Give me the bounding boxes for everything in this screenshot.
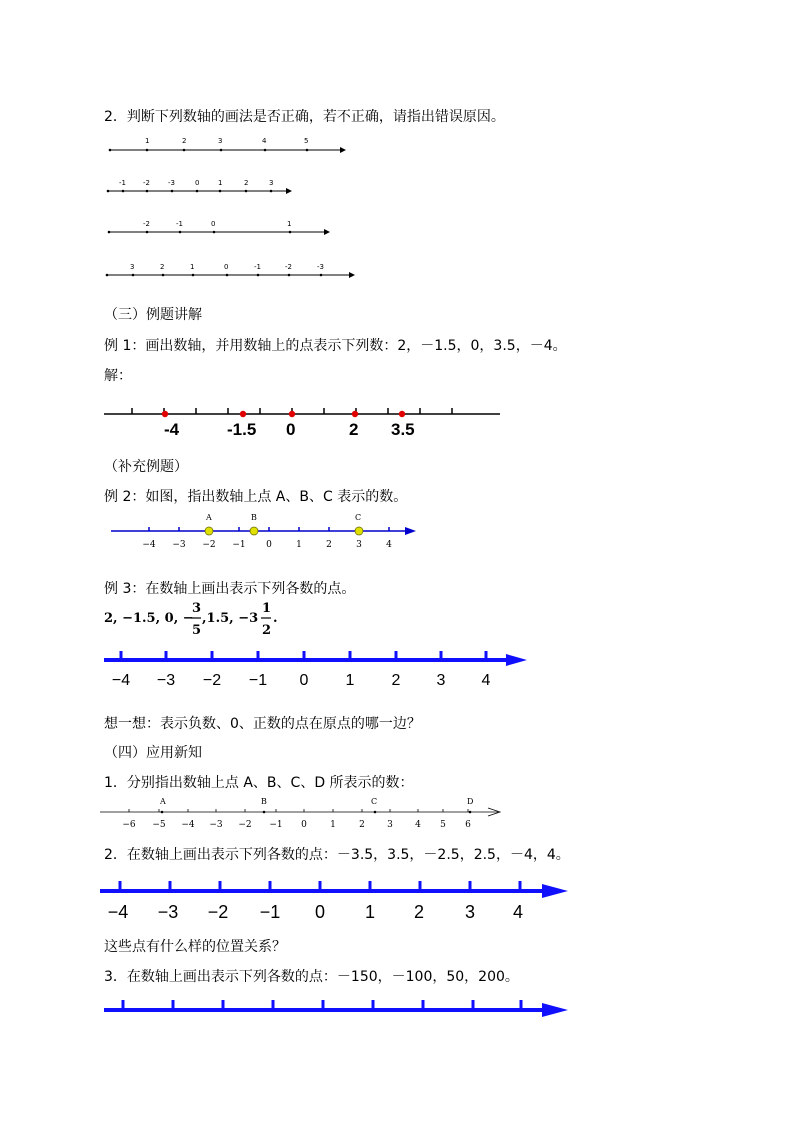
point-c-label: C (355, 513, 362, 522)
example-3-tick-label: 0 (299, 672, 309, 689)
section-3-heading: （三）例题讲解 (104, 307, 202, 323)
application-2-tick-label: 2 (413, 902, 425, 922)
example-2-number-line (105, 508, 425, 552)
application-1-text: 1．分别指出数轴上点 A、B、C、D 所表示的数： (104, 775, 414, 791)
application-1-number-line (98, 792, 508, 832)
example-1-label: 3.5 (391, 420, 415, 439)
application-2-tick-label: 4 (512, 902, 524, 922)
application-1-tick-label: −3 (209, 820, 223, 830)
point-a (205, 527, 213, 535)
judge-axis-2 (107, 179, 292, 194)
point-b (263, 811, 266, 814)
example-3-tick-label: 1 (345, 672, 355, 689)
application-3-number-line (102, 996, 572, 1022)
fraction-1-numerator: 3 (192, 601, 202, 616)
example-2-text: 例 2：如图，指出数轴上点 A、B、C 表示的数。 (104, 489, 408, 505)
point-b-label: B (251, 513, 257, 522)
point-b-label: B (261, 797, 267, 806)
judge-axis-1-label: 3 (218, 137, 223, 145)
judge-axis-2-label: 3 (269, 179, 274, 187)
fraction-1-denominator: 5 (192, 623, 202, 638)
judge-axis-4-label: 2 (160, 263, 165, 271)
example-3-tick-label: 2 (391, 672, 401, 689)
formula-part-1: 2, −1.5, 0, − (104, 611, 194, 626)
judge-axis-2-label: 1 (218, 179, 223, 187)
example-2-tick-label: −3 (172, 540, 186, 550)
example-3-text: 例 3：在数轴上画出表示下列各数的点。 (104, 581, 356, 597)
application-2-tick-label: 1 (364, 902, 376, 922)
judge-axis-1-label: 1 (145, 137, 150, 145)
point-a-label: A (206, 513, 212, 522)
relation-question: 这些点有什么样的位置关系？ (104, 939, 286, 955)
application-1-tick-label: −6 (122, 820, 136, 830)
example-1-label: 2 (349, 420, 359, 439)
application-2-tick-label: −2 (207, 902, 229, 922)
judge-axis-2-label: -2 (143, 179, 150, 187)
application-1-tick-label: −2 (238, 820, 252, 830)
application-2-tick-label: 0 (314, 902, 326, 922)
point-minus-1-5 (240, 411, 246, 417)
application-2-number-line (98, 876, 573, 926)
example-2-tick-label: 3 (356, 540, 362, 550)
point-c (355, 527, 363, 535)
judge-axis-3-label: 1 (287, 220, 292, 228)
point-c (374, 811, 377, 814)
example-2-tick-label: −4 (142, 540, 156, 550)
application-2-tick-label: 3 (464, 902, 476, 922)
example-3-number-line (102, 645, 532, 691)
point-0 (289, 411, 295, 417)
example-1-solution-label: 解： (104, 368, 132, 384)
example-3-tick-label: −2 (202, 672, 222, 689)
point-3-5 (399, 411, 405, 417)
application-1-tick-label: 1 (330, 820, 336, 830)
supplement-heading: （补充例题） (104, 459, 188, 475)
example-1-text: 例 1：画出数轴，并用数轴上的点表示下列数：2，－1.5，0，3.5，－4。 (104, 338, 567, 354)
example-2-tick-label: 4 (386, 540, 392, 550)
judge-axis-1-label: 4 (262, 137, 267, 145)
judge-axis-3 (108, 220, 330, 235)
point-minus-4 (162, 411, 168, 417)
example-1-label: -1.5 (227, 420, 257, 439)
judge-axis-4-label: -3 (317, 263, 324, 271)
fraction-2-denominator: 2 (262, 623, 272, 638)
example-1-number-line (100, 400, 500, 440)
point-c-label: C (371, 797, 378, 806)
example-2-tick-label: 0 (266, 540, 272, 550)
formula-part-2: ,1.5, −3 (202, 611, 259, 626)
example-3-formula (102, 596, 302, 640)
judge-axis-1-label: 2 (182, 137, 187, 145)
application-3-text: 3．在数轴上画出表示下列各数的点：－150，－100，50，200。 (104, 969, 519, 985)
example-2-tick-label: −2 (202, 540, 216, 550)
example-3-tick-label: −4 (111, 672, 131, 689)
point-a (161, 811, 164, 814)
judge-axis-4 (106, 263, 355, 278)
application-2-tick-label: −3 (157, 902, 179, 922)
example-2-tick-label: 2 (326, 540, 332, 550)
judge-axis-3-label: -1 (176, 220, 183, 228)
judge-axis-4-label: -2 (285, 263, 292, 271)
judge-axis-2-label: -1 (119, 179, 126, 187)
example-1-label: -4 (164, 420, 180, 439)
judge-axes-figure (100, 132, 370, 287)
judge-axis-1-label: 5 (304, 137, 309, 145)
point-2 (352, 411, 358, 417)
application-2-tick-label: −1 (259, 902, 281, 922)
application-1-tick-label: 6 (465, 820, 471, 830)
application-1-tick-label: 3 (387, 820, 393, 830)
point-d-label: D (467, 797, 474, 806)
judge-axis-3-label: -2 (143, 220, 150, 228)
judge-axis-4-label: 3 (130, 263, 135, 271)
application-1-tick-label: 4 (415, 820, 421, 830)
judge-axis-2-label: -3 (168, 179, 175, 187)
judge-axis-3-label: 0 (211, 220, 216, 228)
application-1-tick-label: −5 (152, 820, 166, 830)
section-4-heading: （四）应用新知 (104, 745, 202, 761)
point-b (250, 527, 258, 535)
judge-axis-2-label: 2 (244, 179, 249, 187)
application-1-tick-label: 5 (440, 820, 446, 830)
judge-axis-1 (109, 137, 346, 153)
application-1-tick-label: −4 (181, 820, 195, 830)
point-a-label: A (160, 797, 166, 806)
application-1-tick-label: 2 (359, 820, 365, 830)
application-2-text: 2．在数轴上画出表示下列各数的点：－3.5，3.5，－2.5，2.5，－4，4。 (104, 847, 570, 863)
judge-axis-4-label: 0 (224, 263, 229, 271)
point-d (469, 811, 472, 814)
example-2-tick-label: −1 (232, 540, 246, 550)
example-3-tick-label: 4 (481, 672, 491, 689)
example-2-tick-label: 1 (296, 540, 302, 550)
formula-part-3: . (273, 611, 278, 626)
judge-axis-2-label: 0 (195, 179, 200, 187)
example-1-label: 0 (286, 420, 296, 439)
example-3-tick-label: −1 (248, 672, 268, 689)
judge-axis-4-label: 1 (190, 263, 195, 271)
application-1-tick-label: −1 (269, 820, 283, 830)
question-2-title: 2．判断下列数轴的画法是否正确，若不正确，请指出错误原因。 (104, 109, 505, 125)
application-1-tick-label: 0 (301, 820, 307, 830)
example-3-tick-label: 3 (436, 672, 446, 689)
application-2-tick-label: −4 (107, 902, 129, 922)
think-question: 想一想：表示负数、0、正数的点在原点的哪一边？ (104, 716, 421, 732)
judge-axis-4-label: -1 (254, 263, 261, 271)
fraction-2-numerator: 1 (262, 601, 272, 616)
example-3-tick-label: −3 (156, 672, 176, 689)
